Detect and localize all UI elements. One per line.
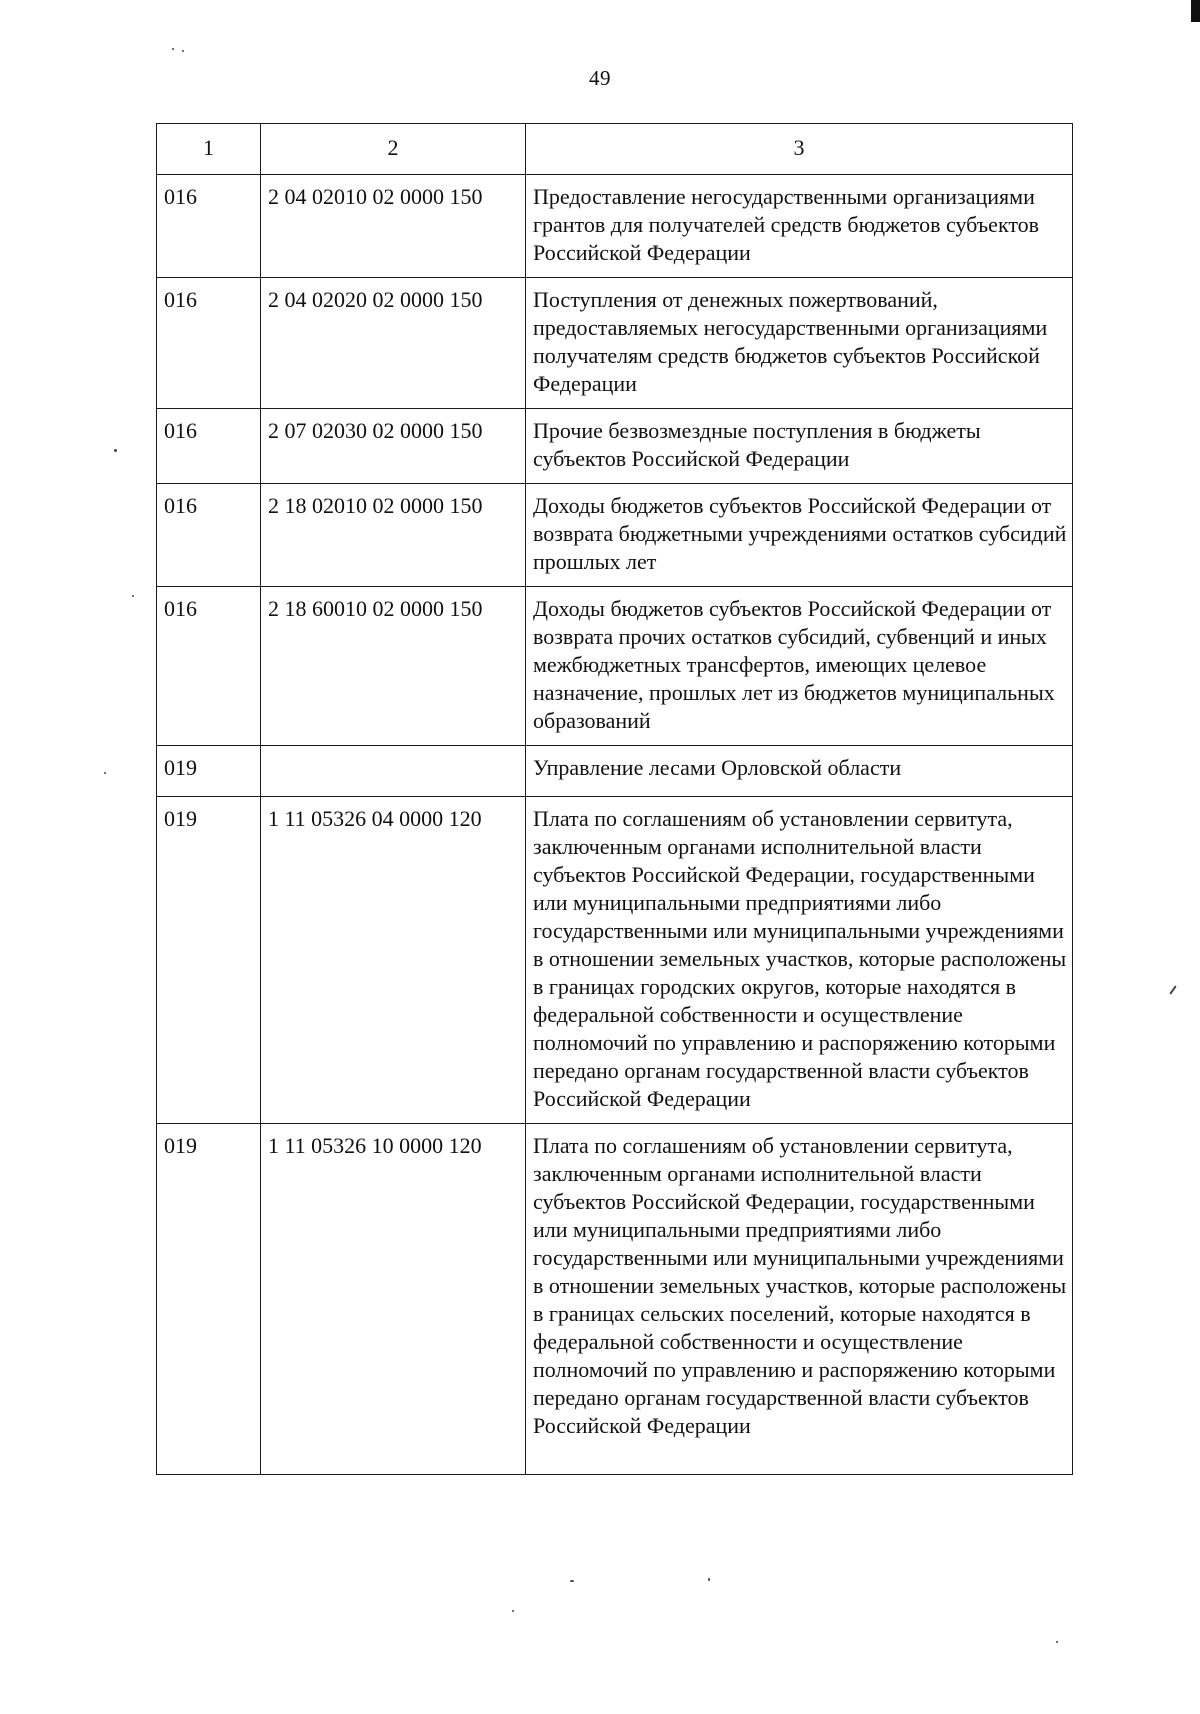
scan-speck — [570, 1580, 574, 1582]
scan-corner-mark — [1191, 0, 1200, 22]
table-header-row — [157, 124, 1073, 175]
admin-code-cell: 019 — [157, 797, 261, 1124]
kbk-code-cell: 1 11 05326 04 0000 120 — [261, 797, 526, 1124]
budget-codes-table — [156, 123, 1073, 1475]
scan-speck — [172, 48, 174, 50]
scan-speck — [1169, 985, 1176, 994]
kbk-code-cell: 2 04 02020 02 0000 150 — [261, 278, 526, 409]
scan-speck — [512, 1610, 514, 1612]
admin-code-cell: 016 — [157, 409, 261, 484]
column-header-2: 2 — [261, 124, 526, 175]
scan-speck — [114, 449, 117, 452]
admin-code-cell: 016 — [157, 484, 261, 587]
scan-speck — [708, 1578, 710, 1581]
admin-code-cell: 016 — [157, 278, 261, 409]
kbk-code-cell: 2 18 60010 02 0000 150 — [261, 587, 526, 746]
income-name-cell: Доходы бюджетов субъектов Российской Федерации от возврата прочих остатков субсидий, субвенций и иных межбюджетных трансфертов, имеющих целевое назначение, прошлых лет из бюджетов муниципальных образований — [526, 587, 1073, 746]
column-header-1: 1 — [157, 124, 261, 175]
income-name-cell: Управление лесами Орловской области — [526, 746, 1073, 797]
scan-speck — [132, 595, 134, 597]
table-row — [157, 409, 1073, 484]
scan-speck — [104, 772, 106, 774]
table-row — [157, 797, 1073, 1124]
column-header-3: 3 — [526, 124, 1073, 175]
table-row — [157, 746, 1073, 797]
table-row — [157, 484, 1073, 587]
table-row — [157, 587, 1073, 746]
kbk-code-cell: 1 11 05326 10 0000 120 — [261, 1124, 526, 1475]
table-row — [157, 175, 1073, 278]
income-name-cell: Поступления от денежных пожертвований, предоставляемых негосударственными организациями получателям средств бюджетов субъектов Российской Федерации — [526, 278, 1073, 409]
income-name-cell: Плата по соглашениям об установлении сервитута, заключенным органами исполнительной власти субъектов Российской Федерации, государственными или муниципальными предприятиями либо государственными или муниципальными учреждениями в отношении земельных участков, которые расположены в границах сельских поселений, которые находятся в федеральной собственности и осуществление полномочий по управлению и распоряжению которыми передано органам государственной власти субъектов Российской Федерации — [526, 1124, 1073, 1475]
page-number: 49 — [589, 66, 611, 90]
table-row — [157, 1124, 1073, 1475]
kbk-code-cell: 2 07 02030 02 0000 150 — [261, 409, 526, 484]
kbk-code-cell: 2 18 02010 02 0000 150 — [261, 484, 526, 587]
scan-speck — [182, 50, 184, 52]
income-name-cell: Плата по соглашениям об установлении сервитута, заключенным органами исполнительной власти субъектов Российской Федерации, государственными или муниципальными предприятиями либо государственными или муниципальными учреждениями в отношении земельных участков, которые расположены в границах городских округов, которые находятся в федеральной собственности и осуществление полномочий по управлению и распоряжению которыми передано органам государственной власти субъектов Российской Федерации — [526, 797, 1073, 1124]
table-row — [157, 278, 1073, 409]
admin-code-cell: 019 — [157, 1124, 261, 1475]
admin-code-cell: 019 — [157, 746, 261, 797]
admin-code-cell: 016 — [157, 587, 261, 746]
kbk-code-cell — [261, 746, 526, 797]
admin-code-cell: 016 — [157, 175, 261, 278]
income-name-cell: Предоставление негосударственными организациями грантов для получателей средств бюджетов субъектов Российской Федерации — [526, 175, 1073, 278]
income-name-cell: Прочие безвозмездные поступления в бюджеты субъектов Российской Федерации — [526, 409, 1073, 484]
income-name-cell: Доходы бюджетов субъектов Российской Федерации от возврата бюджетными учреждениями остатков субсидий прошлых лет — [526, 484, 1073, 587]
kbk-code-cell: 2 04 02010 02 0000 150 — [261, 175, 526, 278]
scan-speck — [1056, 1641, 1058, 1643]
